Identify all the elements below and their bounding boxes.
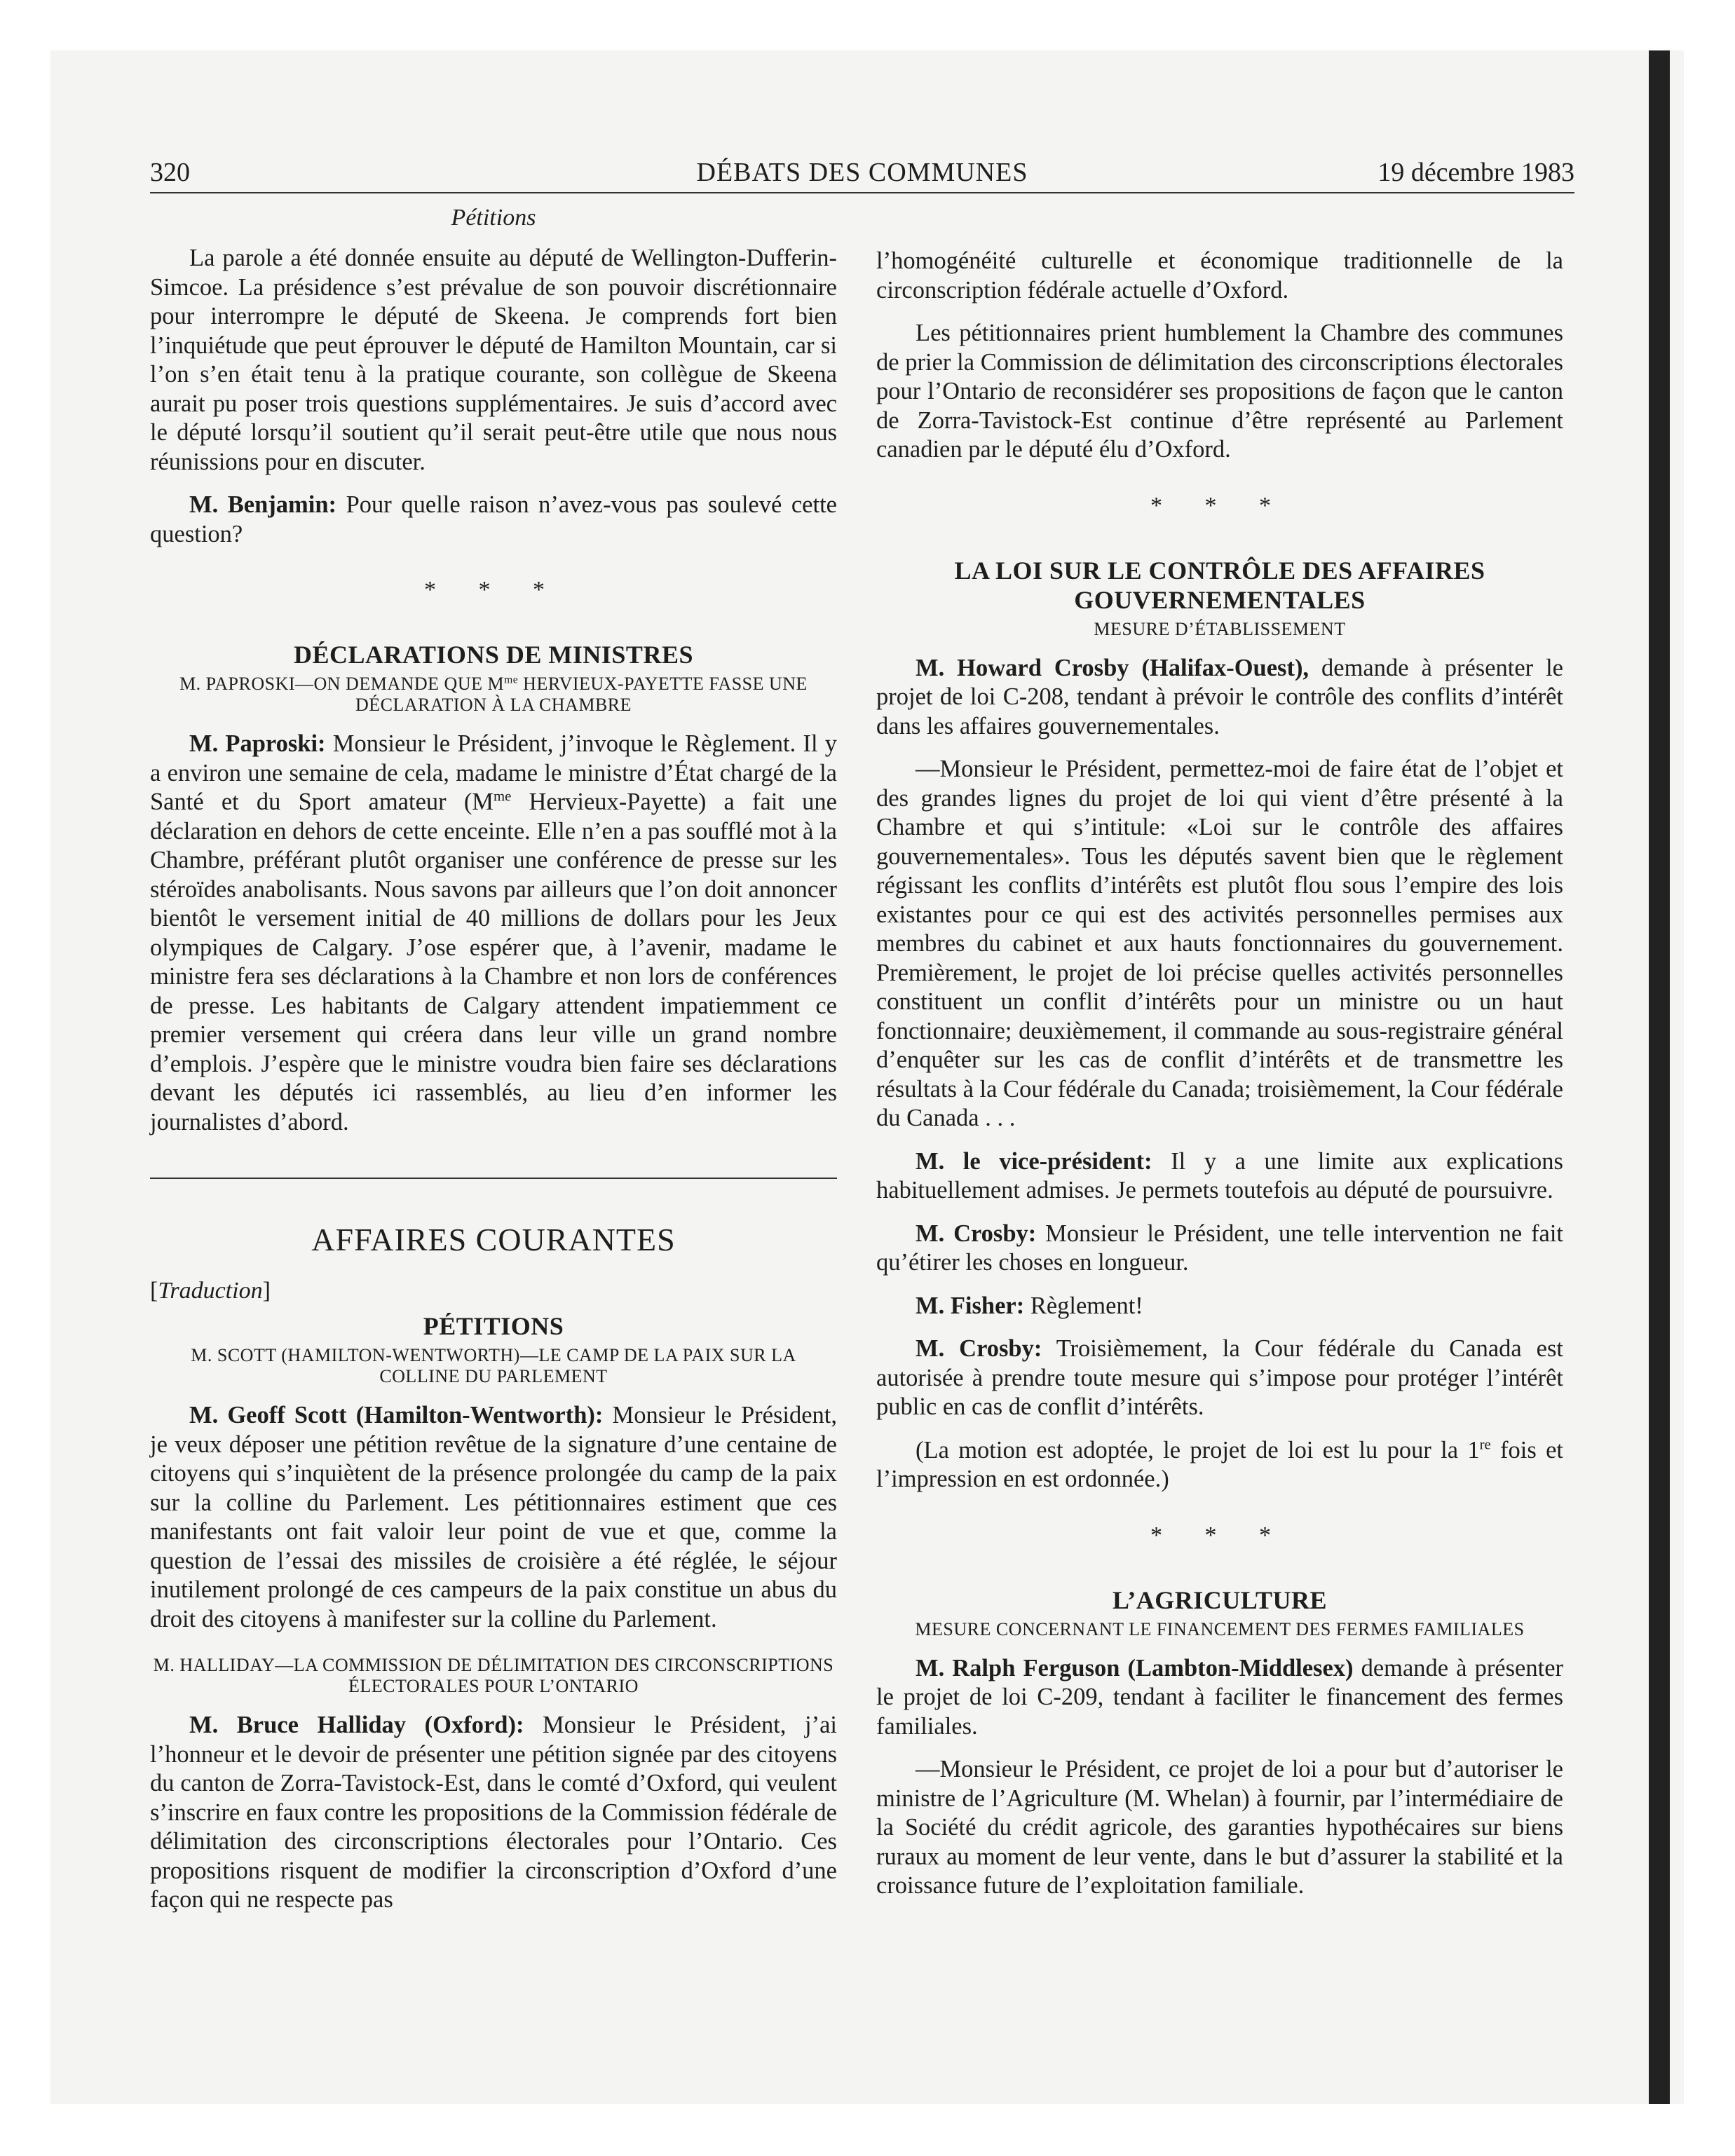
speaker-name: M. Geoff Scott (Hamilton-Wentworth): — [189, 1402, 604, 1428]
paragraph-crosby-2: —Monsieur le Président, permettez-moi de faire état de l’objet et des grandes lignes du projet de loi qui vient d’être présenté à la Chambre et qui s’intitule: «Loi sur le contrôle des affaires gouvernementales». Tous les députés savent bien que le règlement régissant les conflits d’intérêts est plutôt flou sous l’empire des lois existantes pour ce qui est des activités personnelles permises aux membres du cabinet et aux hauts fonctionnaires du gouvernement. Premièrement, le projet de loi précise quelles activités personnelles constituent un conflit d’intérêts pour un ministre ou un haut fonctionnaire; deuxièmement, il commande au sous-registraire général d’enquêter sur les cas de conflit d’intérêts et de transmettre les résultats à la Cour fédérale du Canada; troisièmement, la Cour fédérale du Canada . . . — [876, 756, 1563, 1131]
speech-text: Monsieur le Président, j’ai l’honneur et le devoir de présenter une pétition signée par des citoyens du canton de Zorra-Tavistock-Est, dans le comté d’Oxford, qui veulent s’inscrire en faux contre les propositions de la Commission fédérale de délimitation des circonscriptions électorales pour l’Ontario. Ces propositions risquent de modifier la circonscription d’Oxford d’une façon qui ne respecte pas — [150, 1712, 837, 1913]
paragraph-petitioners: Les pétitionnaires prient humblement la Chambre des communes de prier la Commission de délimitation des circonscriptions électorales pour l’Ontario de reconsidérer ses propositions de façon que le canton de Zorra-Tavistock-Est continue d’être représenté au Parlement canadien par le député élu d’Oxford. — [876, 320, 1563, 463]
section-separator: * * * — [1150, 1522, 1289, 1548]
speech-text: Hervieux-Payette) a fait une déclaration en dehors de cette enceinte. Elle n’en a pas soufflé mot à la Chambre, préférant plutôt organiser une conférence de presse sur les stéroïdes anabolisants. Nous savons par ailleurs que l’on doit annoncer bientôt le versement initial de 40 millions de dollars pour les Jeux olympiques de Calgary. J’ose espérer que, à l’avenir, madame le ministre fera ses déclarations à la Chambre et non lors de conférences de presse. Les habitants de Calgary attendent impatiemment ce premier versement qui créera dans leur ville un grand nombre d’emplois. J’espère que le ministre voudra bien faire ses déclarations devant les députés ici rassemblés, au lieu d’en informer les journalistes d’abord. — [150, 789, 837, 1135]
heading-loi-controle: LA LOI SUR LE CONTRÔLE DES AFFAIRES GOUVERNEMENTALES — [954, 556, 1485, 614]
scan-edge-bar — [1649, 50, 1670, 2104]
speaker-name: M. Crosby: — [916, 1220, 1037, 1247]
subheading-scott: M. SCOTT (HAMILTON-WENTWORTH)—LE CAMP DE LA PAIX SUR LA COLLINE DU PARLEMENT — [191, 1345, 796, 1386]
section-separator: * * * — [1150, 492, 1289, 519]
horizontal-rule — [150, 1178, 837, 1179]
left-column — [150, 205, 837, 1929]
paragraph-crosby-3 — [876, 1220, 1563, 1278]
subheading-halliday: M. HALLIDAY—LA COMMISSION DE DÉLIMITATION DES CIRCONSCRIPTIONS ÉLECTORALES POUR L’ONTARIO — [153, 1655, 834, 1696]
paragraph-scott — [150, 1401, 837, 1634]
speech-text: Monsieur le Président, une telle intervention ne fait qu’étirer les choses en longueur. — [876, 1220, 1564, 1276]
speaker-name: M. Benjamin: — [189, 491, 337, 518]
speaker-name: M. Crosby: — [916, 1335, 1042, 1362]
paragraph-paproski — [150, 730, 837, 1137]
paragraph-ferguson — [876, 1654, 1563, 1742]
speech-text: Monsieur le Président, je veux déposer une pétition revêtue de la signature d’une centaine de citoyens qui s’inquiètent de la présence prolongée du camp de la paix sur la colline du Parlement. Les pétitionnaires estiment que ces manifestants ont fait valoir leur point de vue et que, comme la question de l’essai des missiles de croisière a été réglée, le séjour inutilement prolongé de ces campeurs de la paix constitue un abus du droit des citoyens à manifester sur la colline du Parlement. — [150, 1402, 837, 1632]
subheading-text: HERVIEUX-PAYETTE FASSE UNE DÉCLARATION À LA CHAMBRE — [355, 674, 808, 715]
paragraph-motion — [876, 1436, 1563, 1494]
translation-note: [Traduction] — [150, 1278, 271, 1304]
paragraph-benjamin — [150, 491, 837, 549]
speaker-name: M. Fisher: — [916, 1292, 1025, 1319]
running-header — [150, 153, 1574, 193]
subheading-text: M. PAPROSKI—ON DEMANDE QUE M — [179, 674, 505, 694]
speaker-name: M. Bruce Halliday (Oxford): — [189, 1712, 524, 1738]
paragraph-crosby — [876, 654, 1563, 742]
speaker-name: M. le vice-président: — [916, 1147, 1152, 1175]
speaker-name: M. Paproski: — [189, 730, 326, 757]
section-label-petitions: Pétitions — [451, 205, 536, 231]
paragraph-halliday — [150, 1711, 837, 1915]
speech-text: Pour quelle raison n’avez-vous pas soulevé cette question? — [150, 491, 837, 547]
paragraph-continued: l’homogénéité culturelle et économique traditionnelle de la circonscription fédérale actuelle d’Oxford. — [876, 247, 1563, 303]
speech-text: Monsieur le Président, j’invoque le Règlement. Il y a environ une semaine de cela, madame le ministre d’État chargé de la Santé et du Sport amateur (M — [150, 730, 837, 815]
publication-title: DÉBATS DES COMMUNES — [696, 158, 1028, 187]
paragraph: La parole a été donnée ensuite au député de Wellington-Dufferin-Simcoe. La présidence s’est prévalue de son pouvoir discrétionnaire pour interrompre le député de Skeena. Je comprends fort bien l’inquiétude que peut éprouver le député de Hamilton Mountain, car si l’on s’en était tenu à la pratique courante, son collègue de Skeena aurait pu poser trois questions supplémentaires. Je suis d’accord avec le député lorsqu’il soutient qu’il serait peut-être utile que nous nous réunissions pour en discuter. — [150, 245, 837, 475]
motion-text: (La motion est adoptée, le projet de loi est lu pour la 1 — [916, 1436, 1480, 1464]
section-separator: * * * — [424, 577, 563, 603]
paragraph-vice-president — [876, 1147, 1563, 1206]
subheading-paproski — [150, 674, 837, 716]
paragraph-ferguson-2: —Monsieur le Président, ce projet de loi a pour but d’autoriser le ministre de l’Agriculture (M. Whelan) à fournir, par l’intermédiaire de la Société du crédit agricole, des garanties hypothécaires sur biens ruraux au moment de leur vente, dans le but d’assurer la stabilité et la croissance future de l’exploitation familiale. — [876, 1756, 1563, 1899]
paragraph-crosby-4 — [876, 1335, 1563, 1422]
subheading-mesure-etablissement: MESURE D’ÉTABLISSEMENT — [1094, 618, 1346, 639]
speech-text: demande à présenter le projet de loi C-209, tendant à faciliter le financement des fermes familiales. — [876, 1654, 1563, 1740]
speaker-name: M. Howard Crosby (Halifax-Ouest), — [916, 654, 1309, 681]
speech-text: Il y a une limite aux explications habituellement admises. Je permets toutefois au député de poursuivre. — [876, 1147, 1563, 1203]
heading-petitions: PÉTITIONS — [423, 1312, 564, 1340]
superscript: re — [1479, 1437, 1491, 1452]
translation-label: Traduction — [158, 1278, 263, 1304]
superscript: me — [504, 674, 519, 686]
right-column — [876, 247, 1563, 1915]
heading-agriculture: L’AGRICULTURE — [1113, 1585, 1327, 1614]
speaker-name: M. Ralph Ferguson (Lambton-Middlesex) — [916, 1654, 1354, 1681]
speech-text: Règlement! — [1024, 1292, 1143, 1319]
heading-affaires-courantes: AFFAIRES COURANTES — [311, 1222, 676, 1257]
motion-text: fois et l’impression en est ordonnée.) — [876, 1436, 1563, 1492]
heading-declarations: DÉCLARATIONS DE MINISTRES — [294, 641, 693, 669]
page-number: 320 — [150, 158, 190, 187]
subheading-financement: MESURE CONCERNANT LE FINANCEMENT DES FERMES FAMILIALES — [915, 1618, 1525, 1639]
superscript: me — [493, 789, 512, 805]
speech-text: demande à présenter le projet de loi C-208, tendant à prévoir le contrôle des conflits d’intérêt dans les affaires gouvernementales. — [876, 654, 1563, 739]
header-date: 19 décembre 1983 — [1377, 158, 1574, 187]
paragraph-fisher — [876, 1292, 1563, 1321]
speech-text: Troisièmement, la Cour fédérale du Canada est autorisée à prendre toute mesure qui s’impose pour protéger l’intérêt public en cas de conflit d’intérêts. — [876, 1335, 1563, 1420]
